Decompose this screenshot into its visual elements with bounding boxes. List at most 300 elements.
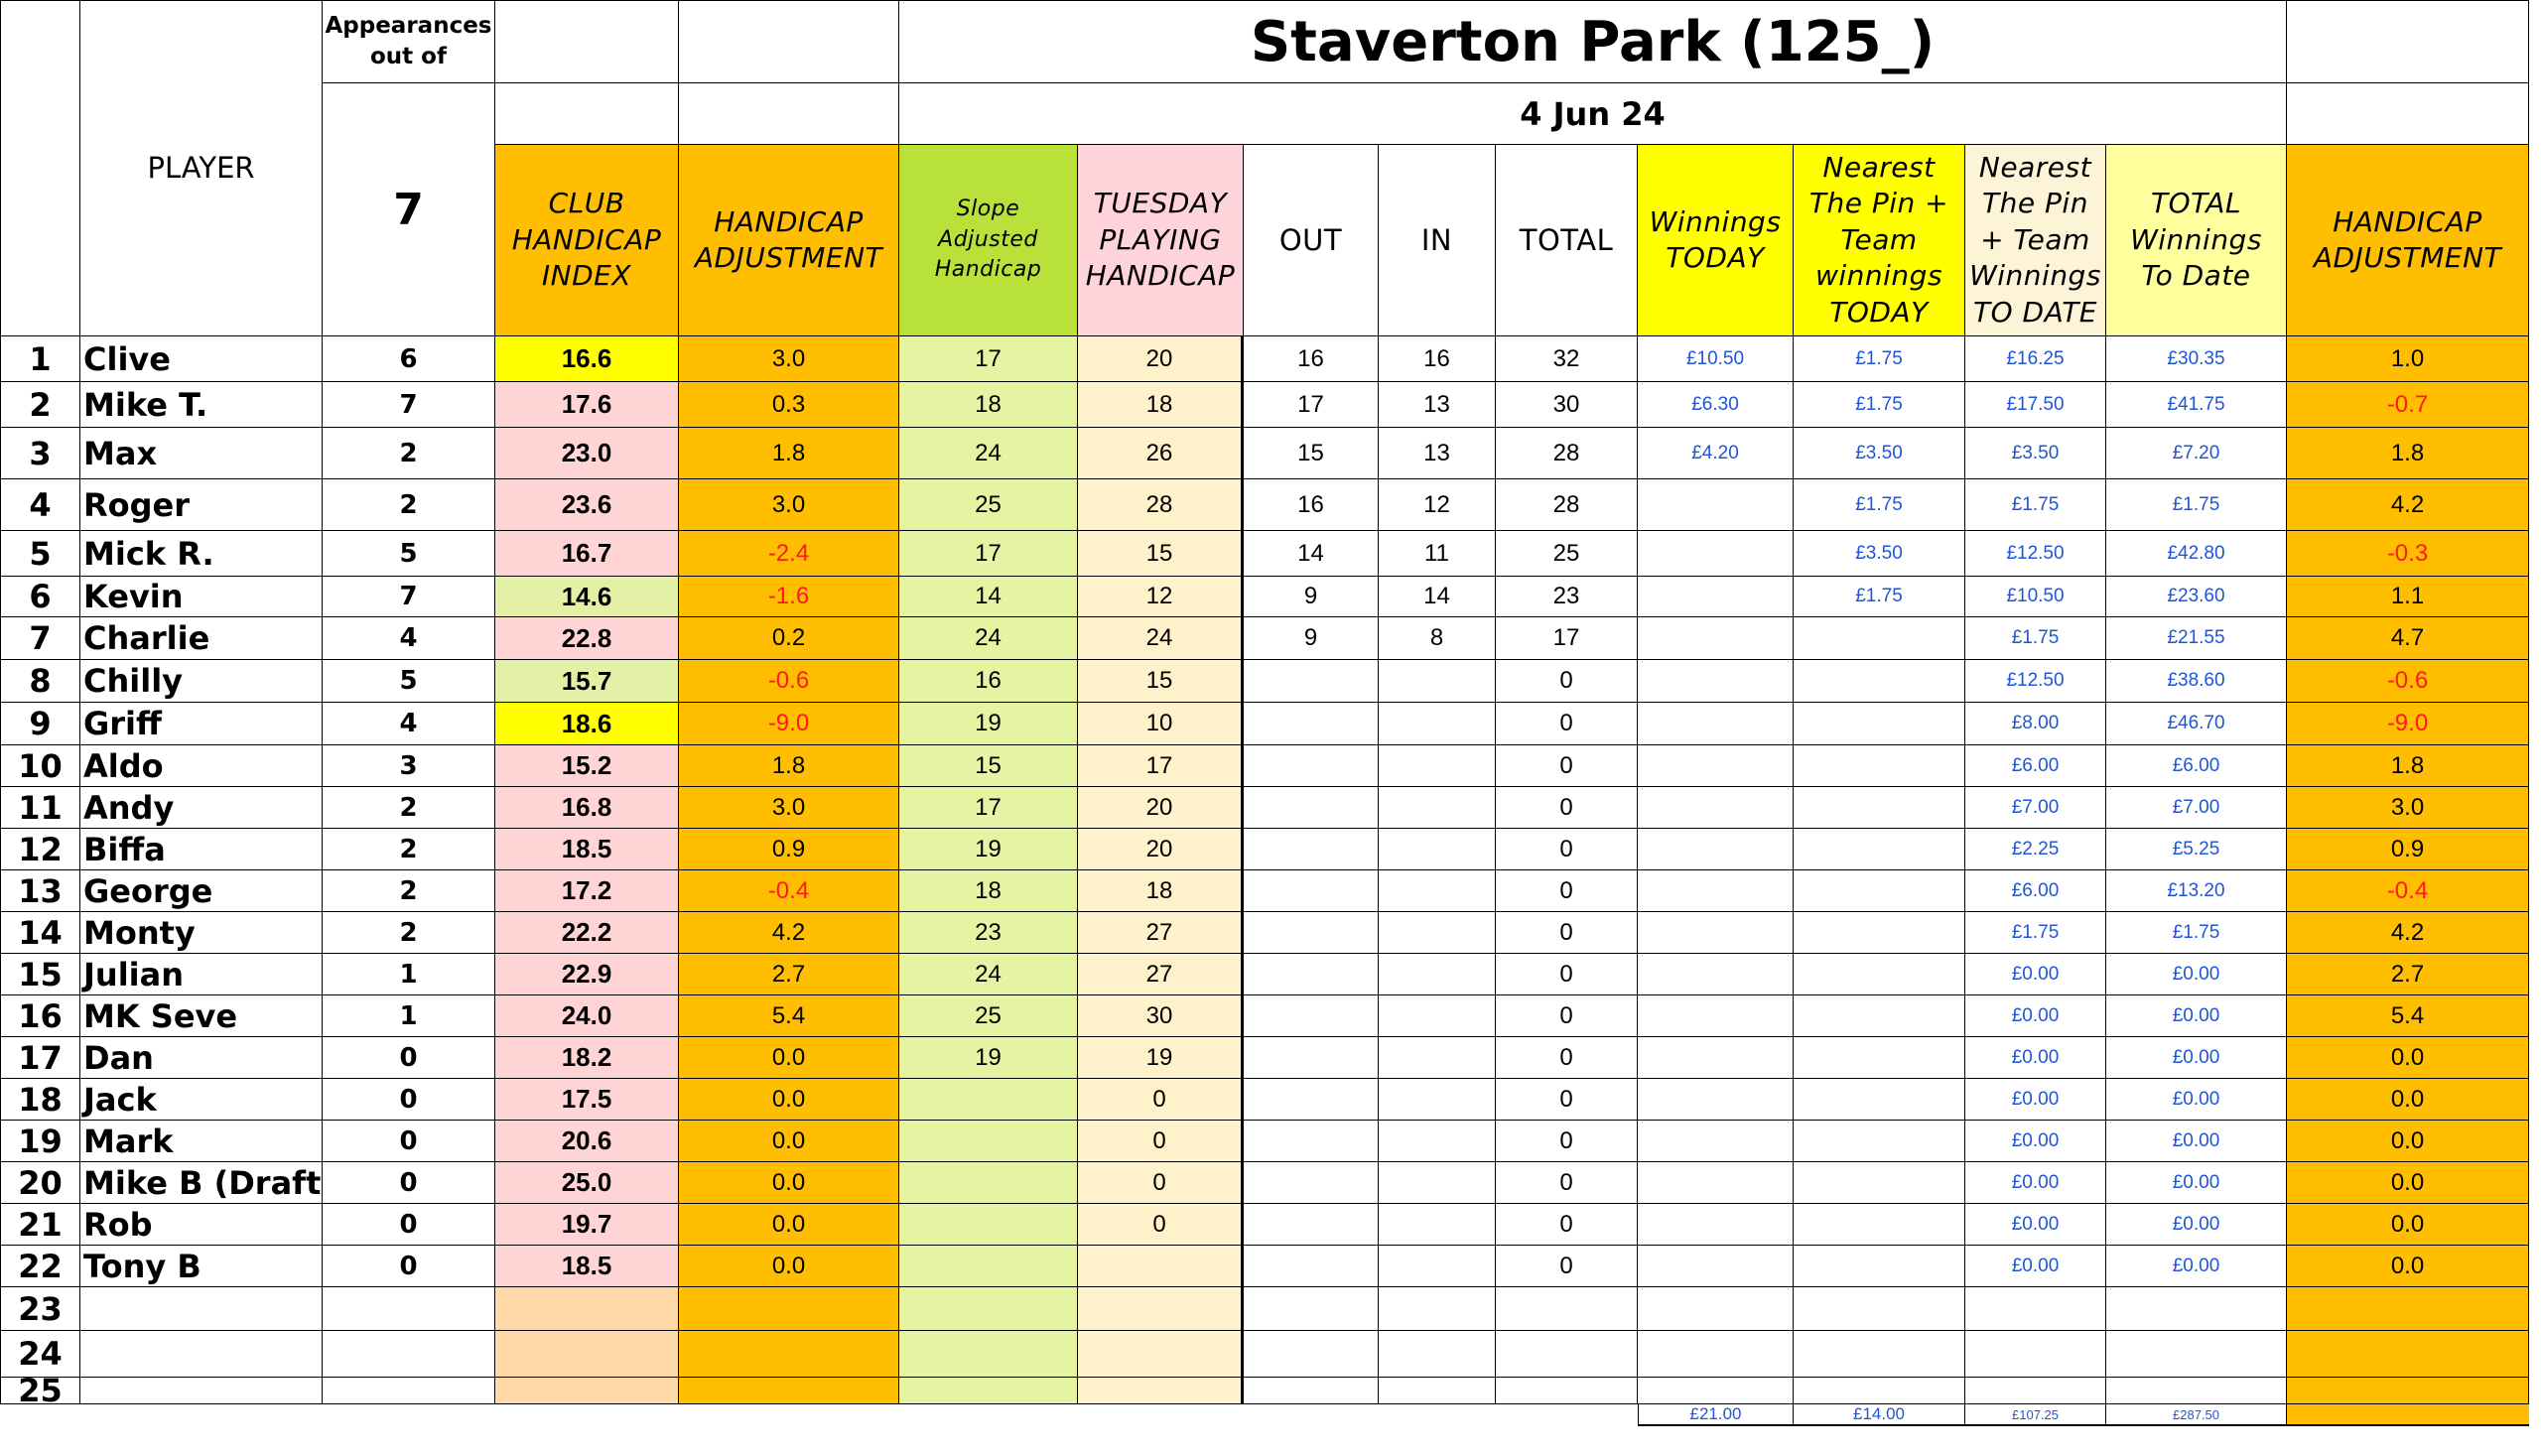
tuesday-value[interactable]: 20 [1078,787,1244,829]
total-to-date-value[interactable]: £13.20 [2106,870,2287,912]
appearances-total[interactable]: 7 [323,83,495,336]
row-number[interactable]: 6 [0,577,80,617]
player-name[interactable]: Mark [80,1121,323,1162]
adjustment-2-value[interactable] [2287,1287,2529,1331]
total-to-date-value[interactable]: £23.60 [2106,577,2287,617]
club-index-value[interactable]: 18.2 [495,1037,679,1079]
adjustment-value[interactable]: -0.6 [679,660,899,703]
club-index-value[interactable]: 15.7 [495,660,679,703]
appearances-value[interactable]: 7 [323,577,495,617]
corner-cell[interactable] [0,0,80,336]
adjustment-value[interactable]: 0.3 [679,382,899,428]
club-index-value[interactable]: 22.2 [495,912,679,954]
ntp-to-date-value[interactable]: £2.25 [1965,829,2106,870]
row-number[interactable]: 4 [0,479,80,531]
ntp-to-date-value[interactable]: £0.00 [1965,1204,2106,1246]
out-value[interactable]: 15 [1244,428,1379,479]
ntp-to-date-value[interactable] [1965,1287,2106,1331]
tuesday-value[interactable]: 0 [1078,1079,1244,1121]
club-index-value[interactable]: 16.6 [495,336,679,382]
adjustment-value[interactable]: 3.0 [679,479,899,531]
winnings-today-value[interactable] [1638,787,1794,829]
in-value[interactable] [1379,1246,1496,1287]
total-value[interactable]: 17 [1496,617,1638,660]
slope-adjusted-header[interactable]: Slope Adjusted Handicap [899,145,1078,336]
ntp-to-date-value[interactable]: £1.75 [1965,617,2106,660]
adjustment-2-value[interactable]: 0.0 [2287,1204,2529,1246]
ntp-team-today-header[interactable]: Nearest The Pin + Team winnings TODAY [1794,145,1965,336]
club-index-value[interactable]: 17.5 [495,1079,679,1121]
tuesday-value[interactable] [1078,1378,1244,1404]
total-value[interactable]: 0 [1496,703,1638,745]
adjustment-2-value[interactable]: 0.9 [2287,829,2529,870]
slope-value[interactable]: 24 [899,617,1078,660]
row-number[interactable]: 7 [0,617,80,660]
adjustment-value[interactable]: 0.0 [679,1204,899,1246]
in-value[interactable] [1379,745,1496,787]
appearances-value[interactable] [323,1287,495,1331]
out-value[interactable] [1244,829,1379,870]
slope-value[interactable]: 16 [899,660,1078,703]
club-index-value[interactable]: 22.9 [495,954,679,995]
row-number[interactable]: 1 [0,336,80,382]
total-to-date-value[interactable]: £7.20 [2106,428,2287,479]
winnings-today-value[interactable] [1638,1079,1794,1121]
total-value[interactable]: 28 [1496,428,1638,479]
row-number[interactable]: 2 [0,382,80,428]
out-value[interactable]: 14 [1244,531,1379,577]
player-name[interactable]: Mick R. [80,531,323,577]
adjustment-value[interactable]: -2.4 [679,531,899,577]
tuesday-playing-header[interactable]: TUESDAY PLAYING HANDICAP [1078,145,1244,336]
adjustment-2-value[interactable]: -0.3 [2287,531,2529,577]
adjustment-value[interactable]: 1.8 [679,428,899,479]
ntp-to-date-value[interactable]: £0.00 [1965,954,2106,995]
adjustment-2-value[interactable]: -9.0 [2287,703,2529,745]
total-value[interactable] [1496,1378,1638,1404]
total-value[interactable]: 0 [1496,787,1638,829]
ntp-to-date-value[interactable]: £10.50 [1965,577,2106,617]
total-value[interactable]: 0 [1496,660,1638,703]
out-value[interactable] [1244,1162,1379,1204]
player-name[interactable]: MK Seve [80,995,323,1037]
out-value[interactable] [1244,1204,1379,1246]
adjustment-2-value[interactable]: 4.2 [2287,479,2529,531]
out-value[interactable] [1244,660,1379,703]
row-number[interactable]: 12 [0,829,80,870]
adjustment-value[interactable]: -1.6 [679,577,899,617]
player-name[interactable]: Charlie [80,617,323,660]
slope-value[interactable]: 15 [899,745,1078,787]
appearances-value[interactable]: 2 [323,479,495,531]
appearances-value[interactable]: 0 [323,1037,495,1079]
row-number[interactable]: 11 [0,787,80,829]
club-index-value[interactable]: 16.7 [495,531,679,577]
out-value[interactable] [1244,995,1379,1037]
row-number[interactable]: 21 [0,1204,80,1246]
player-name[interactable]: Andy [80,787,323,829]
ntp-today-value[interactable] [1794,1079,1965,1121]
total-value[interactable]: 0 [1496,1162,1638,1204]
appearances-value[interactable]: 4 [323,703,495,745]
adjustment-value[interactable]: 3.0 [679,336,899,382]
adjustment-2-value[interactable] [2287,1378,2529,1404]
player-name[interactable]: Aldo [80,745,323,787]
winnings-today-value[interactable] [1638,479,1794,531]
player-name[interactable]: Clive [80,336,323,382]
in-value[interactable] [1379,1378,1496,1404]
ntp-today-value[interactable] [1794,1204,1965,1246]
total-value[interactable]: 32 [1496,336,1638,382]
club-index-value[interactable]: 18.5 [495,829,679,870]
in-value[interactable] [1379,1204,1496,1246]
appearances-value[interactable]: 7 [323,382,495,428]
adjustment-2-value[interactable]: 0.0 [2287,1079,2529,1121]
player-name[interactable]: Chilly [80,660,323,703]
ntp-to-date-value[interactable]: £7.00 [1965,787,2106,829]
ntp-today-value[interactable]: £1.75 [1794,479,1965,531]
total-ntp-today[interactable]: £14.00 [1794,1404,1965,1426]
total-to-date-value[interactable]: £38.60 [2106,660,2287,703]
club-index-value[interactable]: 15.2 [495,745,679,787]
tuesday-value[interactable]: 15 [1078,660,1244,703]
total-to-date-value[interactable]: £0.00 [2106,1246,2287,1287]
in-value[interactable] [1379,1162,1496,1204]
adjustment-2-value[interactable]: -0.4 [2287,870,2529,912]
out-value[interactable]: 17 [1244,382,1379,428]
tuesday-value[interactable]: 27 [1078,954,1244,995]
winnings-today-value[interactable] [1638,1037,1794,1079]
adjustment-2-value[interactable]: -0.7 [2287,382,2529,428]
ntp-to-date-value[interactable]: £6.00 [1965,745,2106,787]
adjustment-value[interactable]: 5.4 [679,995,899,1037]
winnings-today-value[interactable]: £4.20 [1638,428,1794,479]
tuesday-value[interactable]: 27 [1078,912,1244,954]
ntp-to-date-value[interactable]: £0.00 [1965,1079,2106,1121]
player-name[interactable]: Monty [80,912,323,954]
total-value[interactable]: 0 [1496,1079,1638,1121]
total-to-date-value[interactable] [2106,1378,2287,1404]
adjustment-value[interactable]: 0.0 [679,1121,899,1162]
winnings-today-value[interactable] [1638,1378,1794,1404]
slope-value[interactable] [899,1079,1078,1121]
adjustment-value[interactable]: -9.0 [679,703,899,745]
ntp-today-value[interactable] [1794,617,1965,660]
adjustment-2-value[interactable]: 2.7 [2287,954,2529,995]
total-winnings-today[interactable]: £21.00 [1638,1404,1794,1426]
appearances-value[interactable]: 0 [323,1162,495,1204]
winnings-today-value[interactable]: £6.30 [1638,382,1794,428]
tuesday-value[interactable]: 28 [1078,479,1244,531]
adjustment-value[interactable] [679,1378,899,1404]
tuesday-value[interactable]: 20 [1078,336,1244,382]
ntp-today-value[interactable] [1794,912,1965,954]
row-number[interactable]: 20 [0,1162,80,1204]
out-value[interactable] [1244,1378,1379,1404]
player-name[interactable]: Rob [80,1204,323,1246]
ntp-to-date-value[interactable]: £0.00 [1965,1162,2106,1204]
blank-header[interactable] [495,83,679,145]
slope-value[interactable]: 25 [899,995,1078,1037]
ntp-to-date-value[interactable]: £12.50 [1965,660,2106,703]
winnings-today-value[interactable] [1638,617,1794,660]
adjustment-2-value[interactable]: 5.4 [2287,995,2529,1037]
handicap-adjustment-header[interactable]: HANDICAP ADJUSTMENT [679,145,899,336]
club-index-value[interactable]: 23.6 [495,479,679,531]
out-value[interactable]: 9 [1244,577,1379,617]
club-index-value[interactable]: 18.5 [495,1246,679,1287]
slope-value[interactable]: 18 [899,382,1078,428]
winnings-today-value[interactable] [1638,1204,1794,1246]
ntp-to-date-value[interactable] [1965,1331,2106,1378]
total-to-date-value[interactable]: £0.00 [2106,1121,2287,1162]
out-value[interactable] [1244,1287,1379,1331]
player-name[interactable]: Griff [80,703,323,745]
ntp-to-date-value[interactable]: £1.75 [1965,479,2106,531]
total-to-date-value[interactable]: £41.75 [2106,382,2287,428]
out-value[interactable] [1244,1037,1379,1079]
in-value[interactable] [1379,1287,1496,1331]
appearances-value[interactable]: 6 [323,336,495,382]
club-handicap-index-header[interactable]: CLUB HANDICAP INDEX [495,145,679,336]
in-value[interactable] [1379,1331,1496,1378]
player-name[interactable]: Jack [80,1079,323,1121]
adjustment-2-value[interactable]: 0.0 [2287,1037,2529,1079]
slope-value[interactable] [899,1121,1078,1162]
in-value[interactable] [1379,660,1496,703]
out-value[interactable] [1244,745,1379,787]
appearances-value[interactable]: 2 [323,870,495,912]
out-value[interactable]: 16 [1244,336,1379,382]
ntp-to-date-value[interactable]: £6.00 [1965,870,2106,912]
adjustment-value[interactable]: 4.2 [679,912,899,954]
total-value[interactable]: 23 [1496,577,1638,617]
in-header[interactable]: IN [1379,145,1496,336]
slope-value[interactable] [899,1246,1078,1287]
total-to-date-value[interactable]: £0.00 [2106,1162,2287,1204]
total-value[interactable] [1496,1331,1638,1378]
appearances-value[interactable]: 2 [323,912,495,954]
adjustment-2-value[interactable]: 0.0 [2287,1162,2529,1204]
total-value[interactable]: 0 [1496,912,1638,954]
ntp-today-value[interactable]: £1.75 [1794,336,1965,382]
player-name[interactable]: George [80,870,323,912]
ntp-today-value[interactable] [1794,1287,1965,1331]
slope-value[interactable]: 19 [899,1037,1078,1079]
appearances-value[interactable] [323,1331,495,1378]
club-index-value[interactable]: 14.6 [495,577,679,617]
total-to-date-value[interactable]: £21.55 [2106,617,2287,660]
row-number[interactable]: 22 [0,1246,80,1287]
appearances-value[interactable]: 2 [323,829,495,870]
in-value[interactable]: 14 [1379,577,1496,617]
winnings-today-value[interactable] [1638,1162,1794,1204]
in-value[interactable]: 13 [1379,428,1496,479]
slope-value[interactable] [899,1331,1078,1378]
tuesday-value[interactable] [1078,1331,1244,1378]
ntp-to-date-value[interactable]: £0.00 [1965,995,2106,1037]
slope-value[interactable] [899,1378,1078,1404]
date-label[interactable]: 4 Jun 24 [899,83,2287,145]
adjustment-value[interactable]: 0.0 [679,1162,899,1204]
adjustment-2-value[interactable]: 0.0 [2287,1246,2529,1287]
player-name[interactable]: Dan [80,1037,323,1079]
appearances-value[interactable] [323,1378,495,1404]
row-number[interactable]: 18 [0,1079,80,1121]
out-value[interactable] [1244,1246,1379,1287]
total-to-date-value[interactable]: £46.70 [2106,703,2287,745]
ntp-today-value[interactable] [1794,1162,1965,1204]
winnings-today-value[interactable] [1638,912,1794,954]
in-value[interactable] [1379,995,1496,1037]
appearances-value[interactable]: 2 [323,428,495,479]
row-number[interactable]: 15 [0,954,80,995]
total-value[interactable]: 30 [1496,382,1638,428]
total-to-date-value[interactable]: £30.35 [2106,336,2287,382]
in-value[interactable]: 11 [1379,531,1496,577]
winnings-today-value[interactable] [1638,1246,1794,1287]
in-value[interactable] [1379,1037,1496,1079]
winnings-today-value[interactable] [1638,954,1794,995]
appearances-label[interactable]: Appearances out of [323,0,495,83]
player-name[interactable] [80,1287,323,1331]
blank-header[interactable] [679,0,899,83]
ntp-today-value[interactable] [1794,660,1965,703]
in-value[interactable] [1379,829,1496,870]
ntp-today-value[interactable] [1794,1246,1965,1287]
winnings-today-value[interactable] [1638,703,1794,745]
adjustment-value[interactable]: 2.7 [679,954,899,995]
tuesday-value[interactable]: 30 [1078,995,1244,1037]
club-index-value[interactable]: 17.2 [495,870,679,912]
in-value[interactable] [1379,1079,1496,1121]
totals-adjustment-cell[interactable] [2287,1404,2529,1426]
winnings-today-value[interactable] [1638,1287,1794,1331]
adjustment-value[interactable]: 1.8 [679,745,899,787]
tuesday-value[interactable]: 10 [1078,703,1244,745]
slope-value[interactable]: 17 [899,336,1078,382]
ntp-today-value[interactable] [1794,1037,1965,1079]
winnings-today-value[interactable] [1638,870,1794,912]
total-to-date-value[interactable]: £1.75 [2106,479,2287,531]
player-name[interactable]: Biffa [80,829,323,870]
in-value[interactable]: 8 [1379,617,1496,660]
slope-value[interactable]: 18 [899,870,1078,912]
row-number[interactable]: 14 [0,912,80,954]
ntp-today-value[interactable] [1794,703,1965,745]
total-value[interactable] [1496,1287,1638,1331]
club-index-value[interactable] [495,1378,679,1404]
total-to-date-value[interactable] [2106,1287,2287,1331]
blank-header[interactable] [2287,83,2529,145]
total-to-date-header[interactable]: TOTAL Winnings To Date [2106,145,2287,336]
out-value[interactable] [1244,787,1379,829]
adjustment-2-value[interactable] [2287,1331,2529,1378]
out-value[interactable] [1244,954,1379,995]
club-index-value[interactable]: 19.7 [495,1204,679,1246]
tuesday-value[interactable]: 18 [1078,382,1244,428]
adjustment-2-value[interactable]: 4.2 [2287,912,2529,954]
club-index-value[interactable] [495,1287,679,1331]
tuesday-value[interactable] [1078,1287,1244,1331]
slope-value[interactable]: 17 [899,787,1078,829]
out-value[interactable] [1244,1121,1379,1162]
ntp-to-date-value[interactable]: £17.50 [1965,382,2106,428]
club-index-value[interactable]: 18.6 [495,703,679,745]
page-title[interactable]: Staverton Park (125_) [899,0,2287,83]
out-value[interactable] [1244,703,1379,745]
row-number[interactable]: 25 [0,1378,80,1404]
ntp-today-value[interactable] [1794,954,1965,995]
slope-value[interactable]: 19 [899,829,1078,870]
winnings-today-value[interactable] [1638,531,1794,577]
ntp-to-date-value[interactable]: £16.25 [1965,336,2106,382]
row-number[interactable]: 13 [0,870,80,912]
player-name[interactable] [80,1378,323,1404]
appearances-value[interactable]: 5 [323,660,495,703]
appearances-value[interactable]: 1 [323,995,495,1037]
appearances-value[interactable]: 4 [323,617,495,660]
player-name[interactable]: Kevin [80,577,323,617]
row-number[interactable]: 8 [0,660,80,703]
ntp-today-value[interactable] [1794,870,1965,912]
in-value[interactable] [1379,1121,1496,1162]
total-ntp-to-date[interactable]: £107.25 [1965,1404,2106,1426]
tuesday-value[interactable]: 15 [1078,531,1244,577]
total-to-date-value[interactable]: £0.00 [2106,954,2287,995]
tuesday-value[interactable]: 17 [1078,745,1244,787]
ntp-to-date-value[interactable]: £3.50 [1965,428,2106,479]
adjustment-value[interactable]: 3.0 [679,787,899,829]
slope-value[interactable]: 24 [899,428,1078,479]
appearances-value[interactable]: 1 [323,954,495,995]
in-value[interactable]: 16 [1379,336,1496,382]
appearances-value[interactable]: 0 [323,1246,495,1287]
total-value[interactable]: 28 [1496,479,1638,531]
adjustment-2-value[interactable]: 3.0 [2287,787,2529,829]
winnings-today-value[interactable] [1638,745,1794,787]
slope-value[interactable] [899,1287,1078,1331]
slope-value[interactable]: 25 [899,479,1078,531]
total-value[interactable]: 25 [1496,531,1638,577]
player-name[interactable]: Mike B (Draft [80,1162,323,1204]
blank-header[interactable] [679,83,899,145]
total-to-date-value[interactable]: £6.00 [2106,745,2287,787]
total-value[interactable]: 0 [1496,995,1638,1037]
club-index-value[interactable]: 23.0 [495,428,679,479]
tuesday-value[interactable]: 19 [1078,1037,1244,1079]
out-value[interactable] [1244,1079,1379,1121]
ntp-to-date-value[interactable]: £0.00 [1965,1121,2106,1162]
ntp-to-date-value[interactable]: £12.50 [1965,531,2106,577]
adjustment-2-value[interactable]: 4.7 [2287,617,2529,660]
slope-value[interactable] [899,1162,1078,1204]
total-to-date-value[interactable]: £42.80 [2106,531,2287,577]
row-number[interactable]: 9 [0,703,80,745]
total-header[interactable]: TOTAL [1496,145,1638,336]
tuesday-value[interactable]: 0 [1078,1204,1244,1246]
player-header[interactable]: PLAYER [80,0,323,336]
player-name[interactable]: Max [80,428,323,479]
total-value[interactable]: 0 [1496,1121,1638,1162]
total-to-date-value[interactable]: £0.00 [2106,995,2287,1037]
winnings-today-value[interactable] [1638,577,1794,617]
ntp-today-value[interactable] [1794,745,1965,787]
out-value[interactable] [1244,1331,1379,1378]
appearances-value[interactable]: 0 [323,1079,495,1121]
row-number[interactable]: 5 [0,531,80,577]
adjustment-2-value[interactable]: 1.1 [2287,577,2529,617]
